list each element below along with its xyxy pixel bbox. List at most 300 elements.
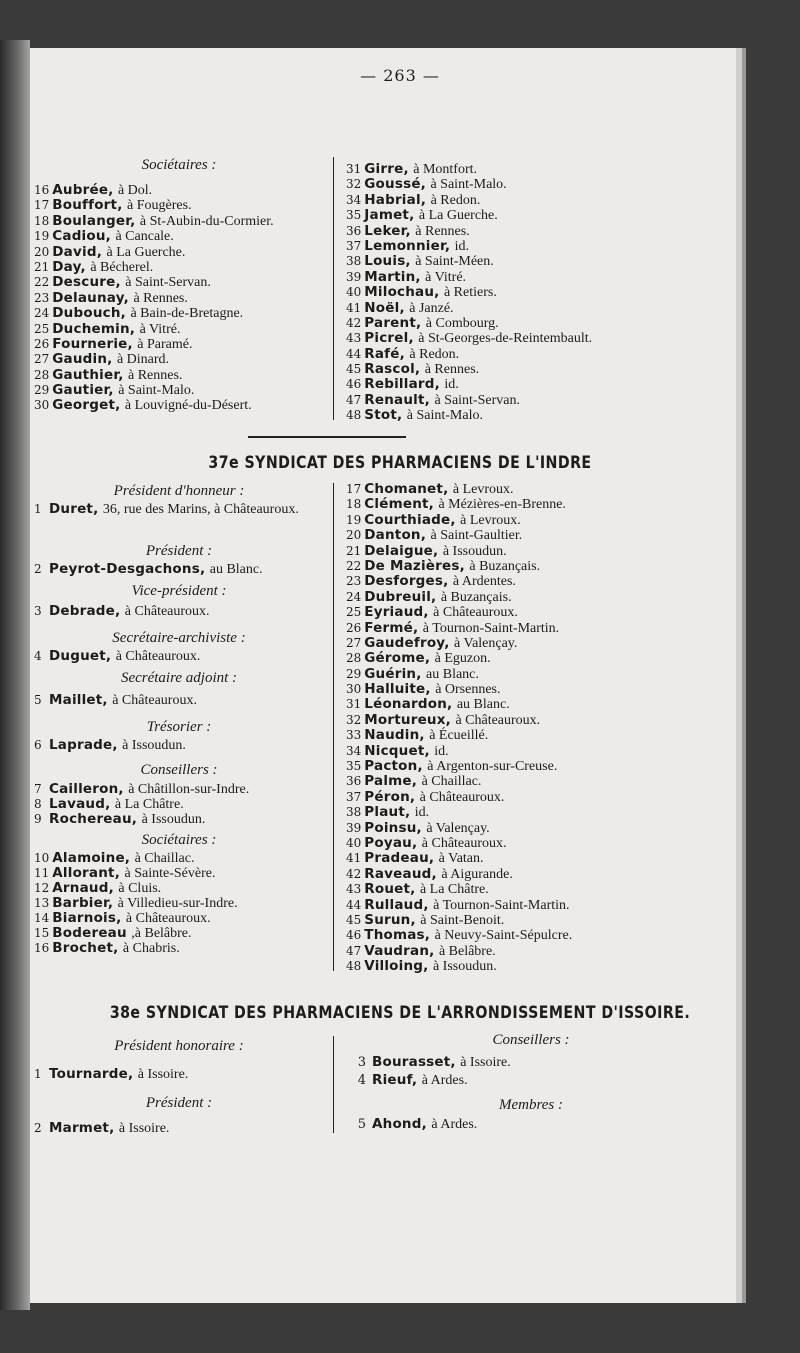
entry-name: Poyau, bbox=[364, 834, 418, 851]
entry-location: à La Châtre. bbox=[419, 882, 489, 898]
entry-location: à Châteauroux. bbox=[455, 712, 541, 728]
s3-title: 38e SYNDICAT DES PHARMACIENS DE L'ARRONDISSEMENT D'ISSOIRE. bbox=[109, 1003, 691, 1022]
entry-name: Guérin, bbox=[364, 665, 422, 682]
list-item bbox=[346, 573, 726, 588]
entry-name: Bourasset, bbox=[372, 1054, 456, 1070]
entry-location: à Levroux. bbox=[452, 482, 514, 497]
entry-number: 17 bbox=[34, 198, 50, 213]
entry-location: à Tournon-Saint-Martin. bbox=[433, 897, 570, 913]
entry-location: à Sainte-Sévère. bbox=[124, 866, 216, 881]
list-item bbox=[34, 895, 324, 910]
entry-name: Biarnois, bbox=[52, 910, 122, 926]
list-item bbox=[346, 161, 726, 176]
s3-conseillers-list bbox=[346, 1054, 716, 1090]
s3-entry-marmet: 2 Marmet, à Issoire. bbox=[34, 1120, 170, 1136]
list-item bbox=[346, 376, 726, 391]
s2-conseillers-header: Conseillers : bbox=[140, 762, 218, 778]
entry-name: Milochau, bbox=[364, 284, 440, 301]
list-item bbox=[34, 228, 324, 243]
entry-name: Naudin, bbox=[364, 727, 425, 744]
entry-location: à Saint-Benoit. bbox=[420, 912, 505, 928]
entry-name: Gauthier, bbox=[52, 366, 124, 383]
entry-location: à Valençay. bbox=[426, 820, 490, 836]
s2-entry-secretaire-adjoint: 5 Maillet, à Châteauroux. bbox=[34, 692, 197, 708]
entry-name: Martin, bbox=[364, 268, 421, 285]
s2-secretaire-adjoint-header: Secrétaire adjoint : bbox=[120, 670, 238, 686]
entry-name: Mortureux, bbox=[364, 711, 451, 728]
list-item bbox=[346, 835, 726, 850]
entry-location: à Vitré. bbox=[425, 269, 467, 285]
entry-location: à La Guerche. bbox=[418, 208, 498, 224]
entry-location: à Saint-Malo. bbox=[118, 383, 195, 399]
s2-vice-header: Vice-président : bbox=[131, 583, 227, 599]
entry-number: 4 bbox=[357, 1073, 366, 1088]
entry-number: 47 bbox=[346, 392, 362, 407]
entry-location: à Issoudun. bbox=[432, 959, 497, 975]
entry-number: 38 bbox=[346, 254, 362, 269]
list-item bbox=[34, 880, 324, 895]
entry-name: Dubouch, bbox=[52, 305, 126, 322]
s2-entry-president: 2 Peyrot-Desgachons, au Blanc. bbox=[34, 561, 263, 577]
entry-number: 41 bbox=[346, 300, 362, 315]
entry-number: 26 bbox=[346, 620, 362, 635]
list-item bbox=[34, 910, 324, 925]
entry-location: à Valençay. bbox=[454, 635, 518, 651]
list-item bbox=[34, 305, 324, 320]
entry-name: Ahond, bbox=[372, 1116, 427, 1132]
entry-name: Jamet, bbox=[364, 207, 415, 224]
entry-number: 41 bbox=[346, 851, 362, 866]
s1-left-column bbox=[34, 155, 324, 413]
list-item bbox=[346, 666, 726, 681]
list-item bbox=[34, 367, 324, 382]
list-item bbox=[346, 789, 726, 804]
entry-name: Rouet, bbox=[364, 881, 416, 898]
entry-name: Rascol, bbox=[364, 361, 421, 378]
list-item bbox=[346, 650, 726, 665]
entry-number: 29 bbox=[34, 383, 50, 398]
entry-location: à La Châtre. bbox=[114, 797, 184, 812]
entry-number: 12 bbox=[34, 881, 50, 895]
entry-name: Leker, bbox=[364, 222, 411, 239]
list-item bbox=[34, 925, 324, 940]
list-item bbox=[34, 796, 324, 811]
s1-left-list bbox=[34, 182, 324, 413]
entry-location: à Rennes. bbox=[128, 367, 183, 383]
entry-number: 19 bbox=[346, 512, 362, 527]
entry-number: 37 bbox=[346, 789, 362, 804]
entry-location: à Ardes. bbox=[421, 1073, 468, 1088]
s2-secretaire-header: Secrétaire-archiviste : bbox=[112, 630, 246, 646]
list-item bbox=[346, 804, 726, 819]
entry-number: 45 bbox=[346, 912, 362, 927]
entry-location: à Retiers. bbox=[443, 285, 497, 301]
entry-number: 17 bbox=[346, 482, 362, 496]
entry-number: 5 bbox=[357, 1117, 366, 1132]
entry-name: Bodereau bbox=[52, 925, 127, 941]
entry-location: à Vitré. bbox=[139, 321, 181, 337]
s1-right-column bbox=[346, 161, 726, 423]
entry-number: 25 bbox=[34, 321, 50, 336]
entry-name: Rullaud, bbox=[364, 896, 429, 913]
entry-name: Chomanet, bbox=[364, 481, 449, 497]
s2-right-column bbox=[346, 481, 726, 974]
list-item bbox=[34, 397, 324, 412]
list-item bbox=[346, 589, 726, 604]
entry-name: Pacton, bbox=[364, 758, 423, 775]
s2-entry-vice: 3 Debrade, à Châteauroux. bbox=[34, 603, 210, 619]
list-item bbox=[346, 897, 726, 912]
entry-number: 8 bbox=[34, 797, 42, 811]
entry-location: à Saint-Méen. bbox=[415, 254, 494, 270]
entry-location: à Villedieu-sur-Indre. bbox=[117, 896, 238, 911]
list-item bbox=[34, 290, 324, 305]
entry-location: à Janzé. bbox=[409, 300, 454, 316]
entry-name: Desforges, bbox=[364, 573, 449, 590]
entry-name: Léonardon, bbox=[364, 696, 453, 713]
entry-name: Gérome, bbox=[364, 650, 431, 667]
entry-name: Arnaud, bbox=[52, 880, 114, 896]
list-item bbox=[346, 943, 726, 958]
entry-location: à St-Georges-de-Reintembault. bbox=[418, 331, 593, 347]
list-item bbox=[346, 346, 726, 361]
entry-number: 32 bbox=[346, 177, 362, 192]
entry-number: 24 bbox=[34, 306, 50, 321]
list-item bbox=[34, 321, 324, 336]
s3-left-column bbox=[34, 1036, 324, 1138]
entry-name: Fermé, bbox=[364, 619, 419, 636]
list-item bbox=[346, 223, 726, 238]
entry-number: 33 bbox=[346, 728, 362, 743]
entry-number: 30 bbox=[346, 682, 362, 697]
entry-location: à Combourg. bbox=[425, 315, 499, 331]
list-item bbox=[346, 284, 726, 299]
entry-location: à Issoudun. bbox=[442, 543, 507, 559]
s1-column-divider bbox=[333, 157, 334, 420]
entry-name: Noël, bbox=[364, 299, 405, 316]
entry-number: 25 bbox=[346, 605, 362, 620]
list-item bbox=[346, 496, 726, 511]
entry-location: à Tournon-Saint-Martin. bbox=[422, 620, 560, 636]
entry-location: à Saint-Servan. bbox=[125, 275, 211, 291]
entry-name: Rieuf, bbox=[372, 1072, 418, 1088]
list-item bbox=[34, 351, 324, 366]
s1-divider-rule bbox=[248, 436, 406, 438]
entry-number: 48 bbox=[346, 408, 362, 423]
list-item bbox=[34, 244, 324, 259]
entry-location: à Buzançais. bbox=[440, 589, 512, 605]
entry-number: 40 bbox=[346, 835, 362, 850]
list-item bbox=[34, 781, 324, 796]
entry-location: à Châteauroux. bbox=[421, 835, 507, 851]
entry-location: à Redon. bbox=[430, 192, 481, 208]
list-item bbox=[346, 207, 726, 222]
entry-number: 43 bbox=[346, 331, 362, 346]
s2-tresorier-header: Trésorier : bbox=[146, 719, 212, 735]
list-item bbox=[34, 850, 324, 865]
page-number: — 263 — bbox=[360, 66, 440, 85]
entry-location: à Bain-de-Bretagne. bbox=[130, 306, 244, 322]
entry-name: Lemonnier, bbox=[364, 237, 451, 254]
entry-location: à Saint-Servan. bbox=[434, 392, 520, 408]
list-item bbox=[346, 543, 726, 558]
entry-name: Delaunay, bbox=[52, 289, 129, 306]
entry-number: 42 bbox=[346, 315, 362, 330]
entry-name: Stot, bbox=[364, 407, 403, 424]
entry-location: à La Guerche. bbox=[106, 244, 186, 260]
entry-number: 10 bbox=[34, 851, 50, 865]
entry-location: à Saint-Malo. bbox=[406, 408, 483, 424]
entry-location: à Rennes. bbox=[424, 362, 480, 378]
list-item bbox=[346, 253, 726, 268]
entry-location: à Belâbre. bbox=[438, 943, 496, 959]
entry-location: au Blanc. bbox=[426, 666, 479, 682]
entry-number: 11 bbox=[34, 866, 50, 880]
entry-name: Raveaud, bbox=[364, 865, 437, 882]
entry-name: Descure, bbox=[52, 274, 121, 291]
entry-name: Gaudefroy, bbox=[364, 634, 450, 651]
entry-name: Louis, bbox=[364, 253, 411, 270]
entry-name: Duchemin, bbox=[52, 320, 136, 337]
entry-number: 20 bbox=[346, 528, 362, 543]
s2-title: 37e SYNDICAT DES PHARMACIENS DE L'INDRE bbox=[208, 453, 592, 472]
entry-location: à Châteauroux. bbox=[125, 911, 211, 926]
entry-number: 27 bbox=[346, 635, 362, 650]
list-item bbox=[346, 927, 726, 942]
list-item bbox=[346, 727, 726, 742]
s2-entry-duret: 1 Duret, 36, rue des Marins, à Châteauroux. bbox=[34, 501, 299, 517]
list-item bbox=[346, 620, 726, 635]
entry-number: 20 bbox=[34, 244, 50, 259]
entry-name: Clément, bbox=[364, 496, 434, 513]
entry-location: à Châtillon-sur-Indre. bbox=[128, 782, 250, 797]
entry-number: 34 bbox=[346, 192, 362, 207]
entry-name: Courthiade, bbox=[364, 511, 456, 528]
entry-location: à Saint-Gaultier. bbox=[430, 528, 523, 544]
s3-conseillers-header: Conseillers : bbox=[492, 1032, 570, 1048]
entry-name: Nicquet, bbox=[364, 742, 430, 759]
entry-location: à Saint-Malo. bbox=[430, 177, 507, 193]
entry-number: 14 bbox=[34, 911, 50, 925]
entry-name: Parent, bbox=[364, 314, 422, 331]
entry-number: 31 bbox=[346, 162, 362, 176]
s3-membres-list bbox=[346, 1116, 716, 1134]
entry-location: id. bbox=[454, 238, 470, 254]
entry-name: Lavaud, bbox=[49, 796, 111, 812]
list-item bbox=[346, 1054, 716, 1072]
entry-name: Danton, bbox=[364, 527, 427, 544]
list-item bbox=[346, 712, 726, 727]
s2-societaires-header: Sociétaires : bbox=[141, 832, 217, 848]
entry-location: id. bbox=[414, 805, 430, 821]
s3-right-column bbox=[346, 1030, 716, 1134]
s2-president-header: Président : bbox=[145, 543, 213, 559]
entry-number: 9 bbox=[34, 812, 42, 826]
list-item bbox=[346, 696, 726, 711]
entry-number: 18 bbox=[34, 213, 50, 228]
entry-number: 34 bbox=[346, 743, 362, 758]
list-item bbox=[346, 176, 726, 191]
entry-location: à Neuvy-Saint-Sépulcre. bbox=[434, 928, 573, 944]
entry-number: 23 bbox=[346, 574, 362, 589]
entry-location: à Écueillé. bbox=[429, 728, 489, 744]
entry-number: 47 bbox=[346, 943, 362, 958]
entry-location: à Buzançais. bbox=[469, 558, 541, 574]
entry-location: à Mézières-en-Brenne. bbox=[438, 497, 566, 513]
entry-number: 24 bbox=[346, 589, 362, 604]
entry-location: ,à Belâbre. bbox=[131, 926, 192, 941]
list-item bbox=[346, 315, 726, 330]
s2-left-column bbox=[34, 481, 324, 955]
list-item bbox=[346, 681, 726, 696]
entry-location: à Redon. bbox=[409, 346, 460, 362]
entry-name: Georget, bbox=[52, 397, 121, 414]
s3-entry-tournarde: 1 Tournarde, à Issoire. bbox=[34, 1066, 189, 1082]
entry-location: à Rennes. bbox=[133, 290, 188, 306]
entry-name: Cadiou, bbox=[52, 228, 112, 245]
entry-number: 36 bbox=[346, 774, 362, 789]
entry-number: 3 bbox=[357, 1055, 366, 1070]
entry-name: Delaigue, bbox=[364, 542, 439, 559]
entry-location: à Issoire. bbox=[460, 1055, 511, 1070]
entry-location: à Châteauroux. bbox=[433, 605, 518, 621]
entry-number: 45 bbox=[346, 362, 362, 377]
entry-number: 36 bbox=[346, 223, 362, 238]
entry-number: 30 bbox=[34, 398, 50, 413]
list-item bbox=[346, 743, 726, 758]
s2-column-divider bbox=[333, 483, 334, 971]
list-item bbox=[346, 238, 726, 253]
entry-name: Alamoine, bbox=[52, 850, 131, 866]
entry-location: à Chabris. bbox=[122, 941, 180, 956]
s2-entry-tresorier: 6 Laprade, à Issoudun. bbox=[34, 737, 186, 753]
entry-number: 23 bbox=[34, 290, 50, 305]
entry-location: à Aigurande. bbox=[441, 866, 513, 882]
list-item bbox=[346, 192, 726, 207]
entry-name: Day, bbox=[52, 258, 86, 275]
entry-location: à Cluis. bbox=[118, 881, 162, 896]
entry-number: 39 bbox=[346, 269, 362, 284]
list-item bbox=[346, 850, 726, 865]
entry-name: De Mazières, bbox=[364, 557, 465, 574]
entry-number: 42 bbox=[346, 866, 362, 881]
s1-left-header: Sociétaires : bbox=[141, 157, 217, 173]
entry-name: Plaut, bbox=[364, 804, 411, 821]
entry-number: 22 bbox=[34, 275, 50, 290]
entry-number: 19 bbox=[34, 229, 50, 244]
entry-name: Bouffort, bbox=[52, 197, 123, 214]
entry-name: Fournerie, bbox=[52, 335, 133, 352]
entry-number: 28 bbox=[346, 651, 362, 666]
list-item bbox=[346, 392, 726, 407]
s3-president-honoraire-header: Président honoraire : bbox=[114, 1038, 244, 1054]
list-item bbox=[346, 635, 726, 650]
entry-number: 16 bbox=[34, 183, 50, 197]
list-item bbox=[34, 182, 324, 197]
entry-name: Picrel, bbox=[364, 330, 414, 347]
list-item bbox=[34, 336, 324, 351]
s3-membres-header: Membres : bbox=[498, 1097, 563, 1113]
entry-location: id. bbox=[434, 743, 449, 759]
list-item bbox=[346, 407, 726, 422]
entry-name: Surun, bbox=[364, 911, 416, 928]
entry-location: à St-Aubin-du-Cormier. bbox=[139, 213, 274, 229]
s2-conseillers-list bbox=[34, 781, 324, 826]
entry-number: 43 bbox=[346, 882, 362, 897]
entry-name: Boulanger, bbox=[52, 212, 136, 229]
list-item bbox=[346, 604, 726, 619]
s1-right-list bbox=[346, 161, 726, 423]
entry-name: Gautier, bbox=[52, 382, 114, 399]
entry-name: David, bbox=[52, 243, 103, 260]
entry-name: Pradeau, bbox=[364, 850, 435, 867]
list-item bbox=[34, 197, 324, 212]
s3-column-divider bbox=[333, 1036, 334, 1133]
entry-name: Barbier, bbox=[52, 895, 114, 911]
entry-name: Dubreuil, bbox=[364, 588, 437, 605]
list-item bbox=[346, 912, 726, 927]
list-item bbox=[346, 330, 726, 345]
entry-name: Vaudran, bbox=[364, 942, 435, 959]
entry-name: Rebillard, bbox=[364, 376, 440, 393]
entry-location: à Dinard. bbox=[116, 352, 170, 368]
entry-location: à Rennes. bbox=[415, 223, 470, 239]
list-item bbox=[346, 269, 726, 284]
entry-location: à Orsennes. bbox=[435, 682, 501, 698]
list-item bbox=[346, 1116, 716, 1134]
list-item bbox=[34, 940, 324, 955]
entry-location: à Vatan. bbox=[438, 851, 484, 867]
entry-number: 44 bbox=[346, 346, 362, 361]
list-item bbox=[346, 866, 726, 881]
entry-name: Thomas, bbox=[364, 927, 431, 944]
s3-president-header: Président : bbox=[145, 1095, 213, 1111]
s2-president-honneur-header: Président d'honneur : bbox=[113, 483, 245, 499]
entry-number: 37 bbox=[346, 238, 362, 253]
entry-name: Eyriaud, bbox=[364, 604, 429, 621]
entry-location: à Paramé. bbox=[137, 336, 193, 352]
list-item bbox=[34, 274, 324, 289]
list-item bbox=[34, 811, 324, 826]
entry-name: Habrial, bbox=[364, 191, 427, 208]
entry-number: 21 bbox=[346, 543, 362, 558]
entry-location: à Argenton-sur-Creuse. bbox=[427, 759, 558, 775]
s2-entry-secretaire: 4 Duguet, à Châteauroux. bbox=[34, 648, 201, 664]
entry-number: 46 bbox=[346, 928, 362, 943]
entry-number: 21 bbox=[34, 259, 50, 274]
entry-name: Poinsu, bbox=[364, 819, 422, 836]
entry-name: Péron, bbox=[364, 788, 416, 805]
list-item bbox=[346, 481, 726, 496]
list-item bbox=[34, 213, 324, 228]
entry-number: 46 bbox=[346, 377, 362, 392]
entry-location: à Ardes. bbox=[431, 1117, 478, 1132]
list-item bbox=[346, 512, 726, 527]
entry-number: 27 bbox=[34, 352, 50, 367]
entry-number: 32 bbox=[346, 712, 362, 727]
entry-number: 18 bbox=[346, 497, 362, 512]
entry-name: Rochereau, bbox=[49, 811, 138, 827]
list-item bbox=[346, 1072, 716, 1090]
entry-number: 28 bbox=[34, 367, 50, 382]
entry-number: 13 bbox=[34, 896, 50, 910]
entry-location: à Dol. bbox=[117, 183, 153, 198]
entry-name: Villoing, bbox=[364, 958, 429, 975]
entry-name: Allorant, bbox=[52, 865, 121, 881]
entry-location: au Blanc. bbox=[456, 697, 510, 713]
entry-location: à Chaillac. bbox=[134, 851, 195, 866]
s2-societaires-list bbox=[34, 850, 324, 955]
